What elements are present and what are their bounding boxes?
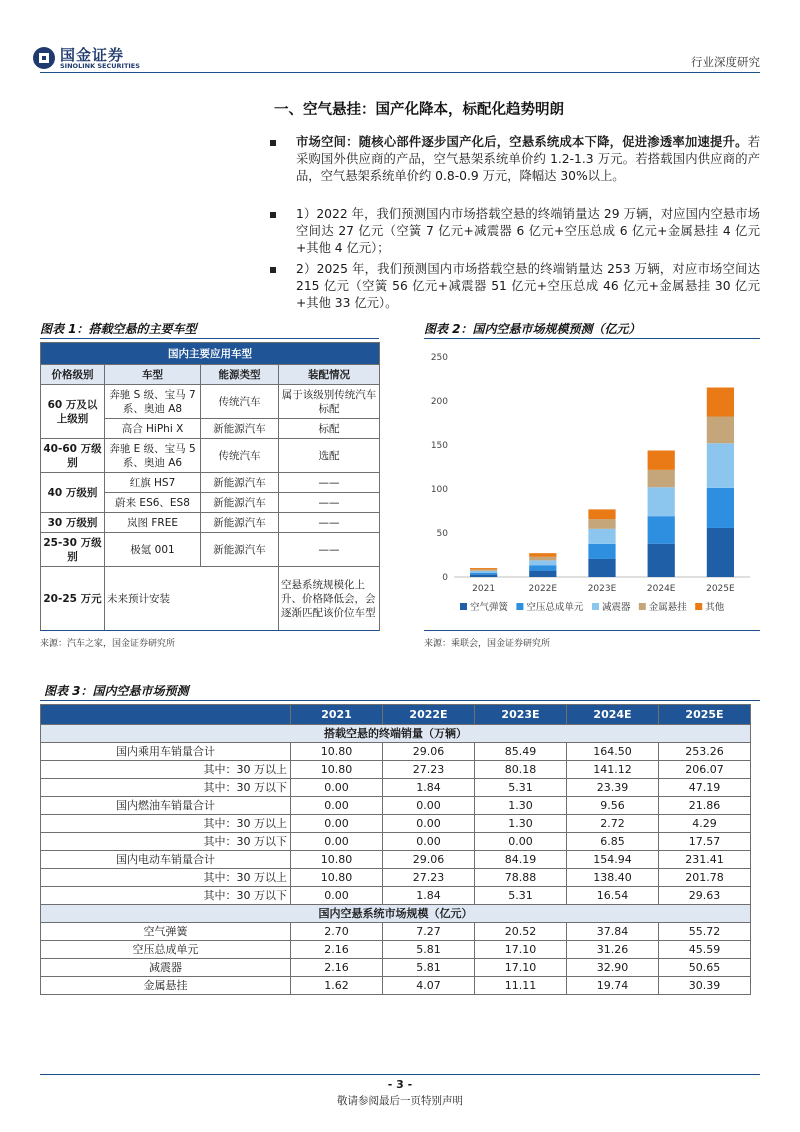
table-row (41, 761, 751, 779)
figure1-caption: 图表 1：搭载空悬的主要车型 (40, 322, 197, 336)
value-cell: 1.30 (475, 815, 567, 833)
energy-cell: 传统汽车 (201, 439, 279, 473)
value-cell: 5.31 (475, 887, 567, 905)
table-row (41, 941, 751, 959)
fit-cell: 选配 (279, 439, 380, 473)
energy-cell: 新能源汽车 (201, 473, 279, 493)
row-label-cell: 空气弹簧 (41, 923, 291, 941)
price-level-cell: 20-25 万元 (41, 567, 105, 631)
value-cell: 0.00 (383, 797, 475, 815)
value-cell: 2.72 (567, 815, 659, 833)
figure3-caption: 图表 3：国内空悬市场预测 (44, 684, 189, 698)
model-cell: 未来预计安装 (105, 567, 279, 631)
y-tick-label: 0 (442, 573, 448, 583)
year-header-cell: 2024E (567, 705, 659, 725)
price-level-cell: 30 万级别 (41, 513, 105, 533)
figure1-caption-line (40, 338, 379, 339)
table-row (41, 923, 751, 941)
figure1-table-title: 国内主要应用车型 (41, 343, 380, 365)
header-empty-cell (41, 705, 291, 725)
bullet-square-icon (270, 140, 276, 146)
bar-segment (707, 528, 734, 577)
bar-segment (588, 509, 615, 519)
y-tick-label: 100 (430, 485, 448, 495)
value-cell: 21.86 (659, 797, 751, 815)
value-cell: 17.10 (475, 959, 567, 977)
value-cell: 45.59 (659, 941, 751, 959)
bar-segment (648, 470, 675, 487)
value-cell: 84.19 (475, 851, 567, 869)
value-cell: 9.56 (567, 797, 659, 815)
col-header-fit: 装配情况 (279, 365, 380, 385)
bar-segment (648, 516, 675, 544)
bar-segment (707, 387, 734, 416)
value-cell: 1.84 (383, 887, 475, 905)
table-row (41, 779, 751, 797)
value-cell: 154.94 (567, 851, 659, 869)
value-cell: 138.40 (567, 869, 659, 887)
model-cell: 岚图 FREE (105, 513, 201, 533)
bullet-2025 (270, 261, 760, 312)
figure2-caption: 图表 2：国内空悬市场规模预测（亿元） (424, 322, 641, 336)
table-row (41, 833, 751, 851)
legend-label: 其他 (705, 602, 725, 613)
value-cell: 164.50 (567, 743, 659, 761)
bar-segment (470, 571, 497, 573)
value-cell: 5.81 (383, 941, 475, 959)
model-cell: 高合 HiPhi X (105, 419, 201, 439)
value-cell: 5.81 (383, 959, 475, 977)
legend-label: 减震器 (602, 602, 631, 613)
value-cell: 80.18 (475, 761, 567, 779)
row-label-cell: 金属悬挂 (41, 977, 291, 995)
fit-cell: 空悬系统规模化上升、价格降低会，会逐渐匹配该价位车型 (279, 567, 380, 631)
company-name-en: SINOLINK SECURITIES (60, 62, 140, 70)
figure1-source: 来源：汽车之家，国金证券研究所 (40, 639, 176, 649)
section-title-cell: 国内空悬系统市场规模（亿元） (41, 905, 751, 923)
value-cell: 0.00 (291, 815, 383, 833)
year-header-cell: 2021 (291, 705, 383, 725)
forecast-table (40, 704, 751, 995)
value-cell: 16.54 (567, 887, 659, 905)
value-cell: 2.16 (291, 941, 383, 959)
year-header-cell: 2025E (659, 705, 751, 725)
energy-cell: 新能源汽车 (201, 419, 279, 439)
value-cell: 20.52 (475, 923, 567, 941)
bar-segment (529, 553, 556, 557)
section-title: 一、空气悬挂：国产化降本，标配化趋势明朗 (274, 102, 564, 118)
market-size-chart (424, 342, 760, 624)
year-header-cell: 2022E (383, 705, 475, 725)
row-label-cell: 国内乘用车销量合计 (41, 743, 291, 761)
value-cell: 2.16 (291, 959, 383, 977)
legend-swatch (516, 603, 523, 610)
value-cell: 231.41 (659, 851, 751, 869)
figure2-bottom-line (424, 630, 760, 631)
table-row (41, 977, 751, 995)
bullet-text: 1）2022 年，我们预测国内市场搭载空悬的终端销量达 29 万辆，对应国内空悬市场空间达 27 亿元（空簧 7 亿元+减震器 6 亿元+空压总成 6 亿元+金属悬挂 4 亿元+其他 4 亿元）； (296, 207, 760, 255)
legend-label: 金属悬挂 (648, 602, 687, 613)
value-cell: 19.74 (567, 977, 659, 995)
figure2-caption-line (424, 338, 760, 339)
value-cell: 37.84 (567, 923, 659, 941)
row-label-cell: 国内燃油车销量合计 (41, 797, 291, 815)
energy-cell: 新能源汽车 (201, 493, 279, 513)
bullet-square-icon (270, 267, 276, 273)
value-cell: 23.39 (567, 779, 659, 797)
section-title-cell: 搭载空悬的终端销量（万辆） (41, 725, 751, 743)
company-name-cn: 国金证券 (60, 46, 125, 64)
figure3-caption-line (40, 700, 760, 701)
energy-cell: 新能源汽车 (201, 533, 279, 567)
value-cell: 27.23 (383, 869, 475, 887)
model-cell: 极氪 001 (105, 533, 201, 567)
bullet-2022 (270, 206, 760, 257)
row-label-cell: 减震器 (41, 959, 291, 977)
legend-swatch (639, 603, 646, 610)
value-cell: 17.57 (659, 833, 751, 851)
fit-cell: 属于该级别传统汽车标配 (279, 385, 380, 419)
section-row (41, 725, 751, 743)
bar-segment (588, 559, 615, 577)
value-cell: 29.63 (659, 887, 751, 905)
bullet-square-icon (270, 212, 276, 218)
bar-segment (529, 560, 556, 565)
header-divider (40, 72, 760, 73)
bar-segment (529, 571, 556, 577)
value-cell: 5.31 (475, 779, 567, 797)
price-level-cell: 60 万及以上级别 (41, 385, 105, 439)
model-cell: 奔驰 E 级、宝马 5 系、奥迪 A6 (105, 439, 201, 473)
figure2-source: 来源：乘联会，国金证券研究所 (424, 639, 551, 649)
table-row (41, 959, 751, 977)
x-tick-label: 2025E (706, 584, 735, 594)
value-cell: 10.80 (291, 851, 383, 869)
legend-label: 空压总成单元 (526, 602, 584, 613)
bar-segment (588, 544, 615, 559)
bar-segment (648, 544, 675, 577)
row-label-cell: 其中：30 万以下 (41, 779, 291, 797)
value-cell: 27.23 (383, 761, 475, 779)
value-cell: 31.26 (567, 941, 659, 959)
value-cell: 0.00 (291, 779, 383, 797)
bar-segment (588, 529, 615, 544)
legend-swatch (592, 603, 599, 610)
col-header-model: 车型 (105, 365, 201, 385)
fit-cell: —— (279, 513, 380, 533)
value-cell: 32.90 (567, 959, 659, 977)
value-cell: 7.27 (383, 923, 475, 941)
x-tick-label: 2023E (587, 584, 617, 594)
model-cell: 红旗 HS7 (105, 473, 201, 493)
value-cell: 10.80 (291, 869, 383, 887)
col-header-energy: 能源类型 (201, 365, 279, 385)
bar-segment (648, 451, 675, 470)
price-level-cell: 40 万级别 (41, 473, 105, 513)
value-cell: 0.00 (291, 833, 383, 851)
value-cell: 78.88 (475, 869, 567, 887)
year-header-cell: 2023E (475, 705, 567, 725)
value-cell: 85.49 (475, 743, 567, 761)
y-tick-label: 200 (430, 397, 448, 407)
legend-label: 空气弹簧 (470, 602, 509, 613)
model-cell: 蔚来 ES6、ES8 (105, 493, 201, 513)
table-row (41, 743, 751, 761)
y-tick-label: 150 (430, 441, 448, 451)
value-cell: 1.30 (475, 797, 567, 815)
company-logo (32, 44, 148, 72)
table-row (41, 887, 751, 905)
col-header-price: 价格级别 (41, 365, 105, 385)
figure1-table (40, 342, 380, 631)
value-cell: 55.72 (659, 923, 751, 941)
row-label-cell: 国内电动车销量合计 (41, 851, 291, 869)
value-cell: 10.80 (291, 743, 383, 761)
bullet-text: 2）2025 年，我们预测国内市场搭载空悬的终端销量达 253 万辆，对应市场空间达 215 亿元（空簧 56 亿元+减震器 51 亿元+空压总成 46 亿元+金属悬挂 30 亿元+其他 33 亿元）。 (296, 262, 760, 310)
value-cell: 1.62 (291, 977, 383, 995)
value-cell: 141.12 (567, 761, 659, 779)
price-level-cell: 25-30 万级别 (41, 533, 105, 567)
bullet-bold-text: 市场空间：随核心部件逐步国产化后，空悬系统成本下降，促进渗透率加速提升。 (296, 135, 748, 149)
row-label-cell: 其中：30 万以下 (41, 887, 291, 905)
fit-cell: —— (279, 473, 380, 493)
bullet-text: 若采购国外供应商的产品，空气悬架系统单价约 1.2-1.3 万元。若搭载国内供应商的产品，空气悬架系统单价约 0.8-0.9 万元，降幅达 30%以上。 (296, 135, 760, 183)
price-level-cell: 40-60 万级别 (41, 439, 105, 473)
value-cell: 0.00 (291, 797, 383, 815)
value-cell: 50.65 (659, 959, 751, 977)
bar-segment (529, 565, 556, 570)
bar-segment (470, 568, 497, 569)
bar-segment (470, 569, 497, 570)
value-cell: 17.10 (475, 941, 567, 959)
value-cell: 0.00 (383, 815, 475, 833)
y-tick-label: 50 (436, 529, 448, 539)
footer-divider (40, 1074, 760, 1075)
table-row (41, 869, 751, 887)
bar-segment (707, 417, 734, 444)
fit-cell: 标配 (279, 419, 380, 439)
value-cell: 253.26 (659, 743, 751, 761)
value-cell: 10.80 (291, 761, 383, 779)
value-cell: 29.06 (383, 743, 475, 761)
row-label-cell: 其中：30 万以上 (41, 815, 291, 833)
logo-mark-icon (32, 46, 56, 70)
energy-cell: 传统汽车 (201, 385, 279, 419)
row-label-cell: 其中：30 万以上 (41, 761, 291, 779)
model-cell: 奔驰 S 级、宝马 7 系、奥迪 A8 (105, 385, 201, 419)
legend-swatch (460, 603, 467, 610)
energy-cell: 新能源汽车 (201, 513, 279, 533)
value-cell: 47.19 (659, 779, 751, 797)
bullet-market-space (270, 134, 760, 185)
row-label-cell: 其中：30 万以上 (41, 869, 291, 887)
table-row (41, 851, 751, 869)
x-tick-label: 2022E (528, 584, 558, 594)
value-cell: 6.85 (567, 833, 659, 851)
disclaimer-note: 敬请参阅最后一页特别声明 (337, 1095, 463, 1107)
legend-swatch (695, 603, 702, 610)
table-header-row (41, 705, 751, 725)
bar-segment (648, 487, 675, 516)
bar-segment (470, 575, 497, 577)
page-number: - 3 - (387, 1078, 413, 1091)
value-cell: 4.07 (383, 977, 475, 995)
fit-cell: —— (279, 493, 380, 513)
bar-segment (588, 519, 615, 529)
table-row (41, 815, 751, 833)
figure1-bottom-line (40, 630, 379, 631)
fit-cell: —— (279, 533, 380, 567)
value-cell: 2.70 (291, 923, 383, 941)
value-cell: 0.00 (475, 833, 567, 851)
section-row (41, 905, 751, 923)
table-row (41, 797, 751, 815)
value-cell: 206.07 (659, 761, 751, 779)
value-cell: 29.06 (383, 851, 475, 869)
value-cell: 30.39 (659, 977, 751, 995)
value-cell: 0.00 (291, 887, 383, 905)
value-cell: 0.00 (383, 833, 475, 851)
bar-segment (529, 557, 556, 561)
row-label-cell: 空压总成单元 (41, 941, 291, 959)
bar-segment (470, 573, 497, 575)
value-cell: 1.84 (383, 779, 475, 797)
y-tick-label: 250 (430, 353, 448, 363)
value-cell: 201.78 (659, 869, 751, 887)
value-cell: 11.11 (475, 977, 567, 995)
bar-segment (707, 488, 734, 528)
bar-segment (707, 443, 734, 488)
row-label-cell: 其中：30 万以下 (41, 833, 291, 851)
x-tick-label: 2021 (472, 584, 496, 594)
x-tick-label: 2024E (646, 584, 676, 594)
value-cell: 4.29 (659, 815, 751, 833)
report-type: 行业深度研究 (691, 55, 760, 69)
